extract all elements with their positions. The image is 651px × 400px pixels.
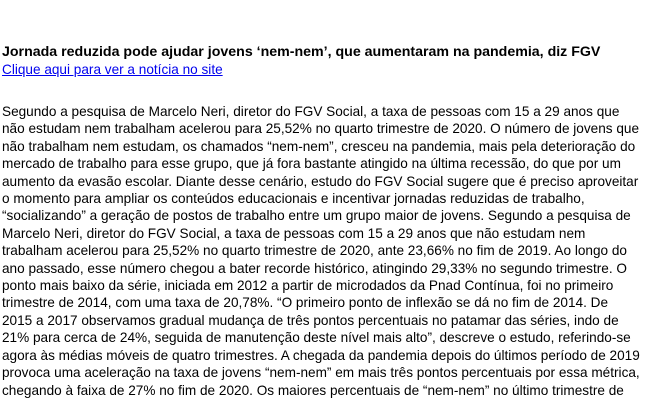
body-line: o momento para ampliar os conteúdos educacionais e incentivar jornadas reduzidas de trabalho, bbox=[2, 191, 585, 207]
body-line: 21% para cerca de 24%, seguida de manutenção deste nível mais alto”, descreve o estudo, referindo-se bbox=[2, 330, 631, 346]
article-body bbox=[2, 103, 651, 399]
body-line: provoca uma aceleração na taxa de jovens “nem-nem” em mais três pontos percentuais por essa métrica, bbox=[2, 365, 640, 381]
body-line: chegando à faixa de 27% no fim de 2020. Os maiores percentuais de “nem-nem” no último trimestre de bbox=[2, 382, 624, 398]
body-line: agora às médias móveis de quatro trimestres. A chegada da pandemia depois do últimos período de 2019 bbox=[2, 347, 640, 363]
view-article-link[interactable]: Clique aqui para ver a notícia no site bbox=[2, 62, 223, 77]
body-line: não estudam nem trabalham acelerou para 25,52% no quarto trimestre de 2020. O número de jovens que bbox=[2, 121, 640, 137]
body-line: Segundo a pesquisa de Marcelo Neri, diretor do FGV Social, a taxa de pessoas com 15 a 29 anos que bbox=[2, 104, 620, 119]
body-line: trimestre de 2014, com uma taxa de 20,78%. “O primeiro ponto de inflexão se dá no fim de 2014. De bbox=[2, 295, 609, 311]
body-line: “socializando” a geração de postos de trabalho entre um grupo maior de jovens. Segundo a pesquisa de bbox=[2, 208, 631, 224]
body-line: aumento da evasão escolar. Diante desse cenário, estudo do FGV Social sugere que é preciso aproveitar bbox=[2, 173, 639, 189]
body-line: Marcelo Neri, diretor do FGV Social, a taxa de pessoas com 15 a 29 anos que não estudam nem bbox=[2, 225, 586, 241]
body-line: mercado de trabalho para esse grupo, que já fora bastante atingido na última recessão, do que por um bbox=[2, 156, 621, 172]
body-line: 2015 a 2017 observamos gradual mudança de três pontos percentuais no patamar das séries, indo de bbox=[2, 312, 619, 328]
body-line: trabalham acelerou para 25,52% no quarto trimestre de 2020, ante 23,66% no fim de 2019. Ao longo do bbox=[2, 243, 627, 259]
body-line: não trabalham nem estudam, os chamados “nem-nem”, cresceu na pandemia, mais pela deterioração do bbox=[2, 138, 636, 154]
body-line: ponto mais baixo da série, iniciada em 2012 a partir de microdados da Pnad Contínua, foi no primeiro bbox=[2, 278, 614, 294]
article-headline: Jornada reduzida pode ajudar jovens ‘nem-nem’, que aumentaram na pandemia, diz FGV bbox=[2, 44, 601, 60]
body-line: ano passado, esse número chegou a bater recorde histórico, atingindo 29,33% no segundo trimestre. O bbox=[2, 260, 627, 276]
